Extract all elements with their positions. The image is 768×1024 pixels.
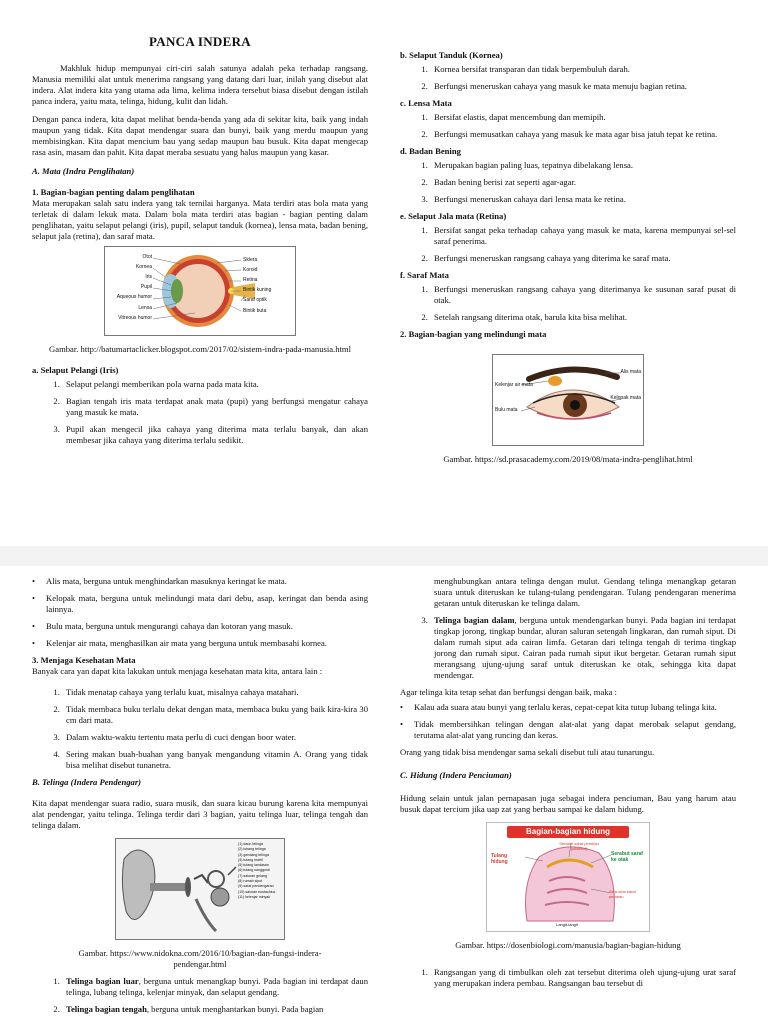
list-item: 1. Bersifat elastis, dapat mencembung dan memipih. <box>430 112 736 123</box>
protect-label: Bulu mata <box>495 407 518 413</box>
list-item: 2. Tidak membaca buku terlalu dekat dengan mata, membaca buku yang baik kira-kira 30 cm dari mata. <box>62 704 368 726</box>
page-separator <box>0 546 768 566</box>
list-item: • Kalau ada suara atau bunyi yang terlalu keras, cepat-cepat kita tutup lubang telinga kita. <box>414 702 736 713</box>
kornea-heading: b. Selaput Tanduk (Kornea) <box>400 50 503 60</box>
page1-right-column <box>400 50 736 475</box>
intro-paragraph-1: Makhluk hidup mempunyai ciri-ciri salah satunya adalah peka terhadap rangsang. Manusia memiliki alat untuk menerima rangsang yang datang dari luar, inilah yang disebut alat indera. Alat indera kita yang utama ada lima, kelima indera tersebut biasa disebut dengan istilah panca indera, yaitu mata, telinga, hidung, kulit dan lidah. <box>32 62 368 106</box>
eye-label: Sklera <box>243 256 258 263</box>
eye-label: Pupil <box>140 284 152 291</box>
lensa-heading: c. Lensa Mata <box>400 98 452 108</box>
bening-heading: d. Badan Bening <box>400 146 461 156</box>
list-item: • Kelopak mata, berguna untuk melindungi mata dari debu, asap, keringat dan benda asing lainnya. <box>46 593 368 615</box>
eye-label: Bintik kuning <box>243 287 272 294</box>
list-item: 1. Selaput pelangi memberikan pola warna pada mata kita. <box>62 379 368 390</box>
section-a-heading: A. Mata (Indra Penglihatan) <box>32 165 135 176</box>
figure-caption-ear: Gambar. https://www.nidokna.com/2016/10/bagian-dan-fungsi-indera-pendengar.html <box>78 948 322 969</box>
nose-label: Sela-sela saraf pembau <box>609 889 636 900</box>
subsection-3-heading: 3. Menjaga Kesehatan Mata <box>32 655 136 665</box>
page-title: PANCA INDERA <box>149 34 251 49</box>
nose-figure-title: Bagian-bagian hidung <box>507 826 629 838</box>
ear-part-name: Telinga bagian dalam <box>434 615 515 625</box>
list-item: 1. Berfungsi meneruskan rangsang cahaya yang diterimanya ke susunan saraf pusat di otak. <box>430 284 736 306</box>
eye-label: Saraf optik <box>243 297 267 304</box>
section-c-heading: C. Hidung (Indera Penciuman) <box>400 770 512 780</box>
protect-label: Kelenjar air mata <box>495 382 533 388</box>
list-item <box>62 976 368 998</box>
list-item: 2. Badan bening berisi zat seperti agar-agar. <box>430 177 736 188</box>
retina-heading: e. Selaput Jala mata (Retina) <box>400 211 507 221</box>
ear-anatomy-figure <box>32 838 368 942</box>
ear-part-desc: , berguna untuk mendengarkan bunyi. Pada bagian ini terdapat tingkap jorong, tingkap bundar, aluran saluran setengah lingkaran, dan rumah siput. Di dalam rumah siput ada cairan limfa. Getaran dari telinga tengah di terima tingkap jorong dan rumah siput. Cairan pada rumah siput ikut bergetar. Getaran rumah siput merangsang ujung-ujung saraf untuk diteruskan ke otak, sehingga kita dapat mendengar. <box>434 615 736 680</box>
bening-list <box>400 160 736 205</box>
ear-part-desc: , berguna untuk menghantarkan bunyi. Pada bagian <box>146 1004 324 1014</box>
ear-part-name: Telinga bagian luar <box>66 976 139 986</box>
figure-caption-eye: Gambar. http://batumartaclicker.blogspot.com/2017/02/sistem-indra-pada-manusia.html <box>49 343 351 354</box>
ear-label: (3) gendang telinga <box>238 852 269 857</box>
list-item: 2. Setelah rangsang diterima otak, barula kita bisa melihat. <box>430 312 736 323</box>
list-item: 3. Pupil akan mengecil jika cahaya yang diterima mata terlalu banyak, dan akan membesar jika cahaya yang diterima terlalu sedikit. <box>62 424 368 446</box>
eye-label: Lensa <box>138 304 152 311</box>
list-item: • Bulu mata, berguna untuk mengurangi cahaya dan kotoran yang masuk. <box>46 621 368 632</box>
ear-part-name: Telinga bagian tengah <box>66 1004 147 1014</box>
deaf-definition: Orang yang tidak bisa mendengar sama sekali disebut tuli atau tunarungu. <box>400 747 655 757</box>
ear-label: (5) tulang landasan <box>238 863 269 868</box>
subsection-1-heading: 1. Bagian-bagian penting dalam penglihatan <box>32 186 195 197</box>
section-b-heading: B. Telinga (Indera Pendengar) <box>32 777 142 787</box>
list-item: 2. Berfungsi meneruskan cahaya yang masuk ke mata menuju bagian retina. <box>430 81 736 92</box>
ear-legend <box>238 842 284 900</box>
list-item: 4. Sering makan buah-buahan yang banyak mengandung vitamin A. Orang yang tidak bisa melihat disebut tunanetra. <box>62 749 368 771</box>
ear-intro: Kita dapat mendengar suara radio, suara musik, dan suara kicau burung karena kita mempunyai alat pendengar, yaitu telinga. Telinga terdir dari 3 bagian, yaitu telinga luar, telinga tengah dan telinga dalam. <box>32 798 368 830</box>
ear-parts-list-continued <box>400 615 736 681</box>
nose-intro: Hidung selain untuk jalan pernapasan juga sebagai indera penciuman, Bau yang harum atau busuk dapat tercium jika uap zat yang berbau sampai ke dalam hidung. <box>400 793 736 814</box>
protect-label: Kelopak mata <box>610 395 641 401</box>
list-item: 2. Bagian tengah iris mata terdapat anak mata (pupi) yang berfungsi mengatur cahaya yang masuk ke mata. <box>62 396 368 418</box>
kornea-list <box>400 64 736 92</box>
list-item: 2. Berfungsi memusatkan cahaya yang masuk ke mata agar bisa jatuh tepat ke retina. <box>430 129 736 140</box>
lensa-list <box>400 112 736 140</box>
ear-label: (1) daun telinga <box>238 842 263 846</box>
eye-label: Bintik buta <box>243 307 267 314</box>
subsection-2-heading: 2. Bagian-bagian yang melindungi mata <box>400 329 547 339</box>
ear-middle-continued: menghubungkan antara telinga dengan mulut. Gendang telinga menangkap getaran suara untuk diteruskan ke tulang-tulang pendengaran. Tulang pendengaran menerima getaran untuk diteruskan ke telinga dalam. <box>434 576 736 608</box>
nose-cross-section-image <box>487 823 649 931</box>
nose-label: Tulang hidung <box>491 853 508 866</box>
eye-label: Koroid <box>243 266 258 273</box>
saraf-list <box>400 284 736 323</box>
health-list <box>32 687 368 771</box>
page-2 <box>0 566 768 1024</box>
subsection-1-text: Mata merupakan salah satu indera yang tak ternilai harganya. Mata terdiri atas bola mata yang terletak di dalam lekuk mata. Dalam bola mata terdiri atas bagian - bagian penting dalam penglihatan, yaitu selaput pelangi (iris), pupil, selaput tanduk (kornea), lensa mata, badan bening, selaput jala (retina), dan saraf mata. <box>32 197 368 241</box>
eye-left-labels <box>108 252 152 323</box>
eye-label: Iris <box>145 274 152 281</box>
eye-anatomy-figure <box>32 246 368 338</box>
eye-protection-figure <box>400 354 736 448</box>
nose-list <box>400 967 736 989</box>
list-item: 3. Dalam waktu-waktu tertentu mata perlu di cuci dengan boor water. <box>62 732 368 743</box>
retina-list <box>400 225 736 264</box>
eye-label: Otot <box>142 253 152 260</box>
ear-label: (10) saluran eustachius <box>238 889 276 894</box>
nose-label: Serabut saraf ke otak <box>611 851 643 864</box>
list-item: 3. Berfungsi meneruskan cahaya dari lensa mata ke retina. <box>430 194 736 205</box>
list-item <box>62 1004 368 1015</box>
list-item: 2. Berfungsi meneruskan rangsang cahaya yang diterima ke saraf mata. <box>430 253 736 264</box>
list-item: 1. Kornea bersifat transparan dan tidak berpembuluh darah. <box>430 64 736 75</box>
figure-caption-nose: Gambar. https://dosenbiologi.com/manusia/bagian-bagian-hidung <box>455 940 681 950</box>
eye-label: Kornea <box>135 263 152 270</box>
list-item: 1. Tidak menatap cahaya yang terlalu kuat, misalnya cahaya matahari. <box>62 687 368 698</box>
list-item: • Alis mata, berguna untuk menghindarkan masuknya keringat ke mata. <box>46 576 368 587</box>
ear-label: (8) rumah siput <box>238 879 263 884</box>
eye-label: Retina <box>243 277 258 284</box>
protect-label: Alis mata <box>620 369 641 375</box>
list-item: 1. Rangsangan yang di timbulkan oleh zat tersebut diterima oleh ujung-ujung urat saraf yang merupakan indera pembau. Rangsangan bau tersebut di <box>430 967 736 989</box>
iris-list <box>32 379 368 446</box>
list-item: 1. Bersifat sangat peka terhadap cahaya yang masuk ke mata, karena mempunyai sel-sel saraf penerima. <box>430 225 736 247</box>
ear-label: (11) kelenjar minyak <box>238 894 271 899</box>
page2-right-column <box>400 576 736 995</box>
list-item: • Kelenjar air mata, menghasilkan air mata yang berguna untuk membasahi kornea. <box>46 638 368 649</box>
ear-label: (9) saraf pendengaran <box>238 884 274 889</box>
ear-parts-list <box>32 976 368 1015</box>
ear-label: (7) saluran gelang <box>238 873 267 878</box>
intro-paragraph-2: Dengan panca indera, kita dapat melihat benda-benda yang ada di sekitar kita, baik yang indah maupun yang tidak. Kita dapat mendengar suara dan bunyi, baik yang merdu maupun yang membisingkan. Kita dapat mencium bau yang sedap maupun bau busuk. Kita dapat mengecap rasa asin, masam dan pahit. Kita dapat meraba sesuatu yang halus maupun yang kasar. <box>32 113 368 157</box>
nose-anatomy-figure <box>400 822 736 934</box>
list-item: 1. Merupakan bagian paling luas, tepatnya dibelakang lensa. <box>430 160 736 171</box>
iris-heading: a. Selaput Pelangi (Iris) <box>32 364 119 375</box>
protect-bullets <box>32 576 368 649</box>
list-item: • Tidak membersihkan telingan dengan alat-alat yang dapat merobak selaput gendang, terutama alat-alat yang runcing dan keras. <box>414 719 736 741</box>
ear-part-desc: , berguna untuk menangkap bunyi. Pada bagian ini terdapat daun telinga, lubang telinga, kelenjar minyak, dan selaput gendang. <box>66 976 368 997</box>
ear-label: (2) lubang telinga <box>238 847 266 852</box>
subsection-3-text: Banyak cara yan dapat kita lakukan untuk menjaga kesehatan mata kita, antara lain : <box>32 666 323 676</box>
ear-care-intro: Agar telinga kita tetap sehat dan berfungsi dengan baik, maka : <box>400 687 617 697</box>
figure-caption-protection: Gambar. https://sd.prasacademy.com/2019/08/mata-indra-penglihat.html <box>443 454 693 464</box>
list-item <box>430 615 736 681</box>
saraf-heading: f. Saraf Mata <box>400 270 449 280</box>
eye-label: Aqueous humor <box>116 294 152 301</box>
nose-label: Langit-langit <box>556 922 578 927</box>
nose-label: Serabut saraf pembau (olfaktori) <box>559 841 599 851</box>
page1-left-column <box>32 34 368 452</box>
page2-left-column <box>32 576 368 1021</box>
eye-right-labels <box>243 255 293 316</box>
ear-care-bullets <box>400 702 736 741</box>
ear-label: (6) tulang sanggurdi <box>238 868 270 873</box>
ear-label: (4) tulang martil <box>238 857 263 862</box>
eye-label: Vitreous humor <box>118 314 152 321</box>
